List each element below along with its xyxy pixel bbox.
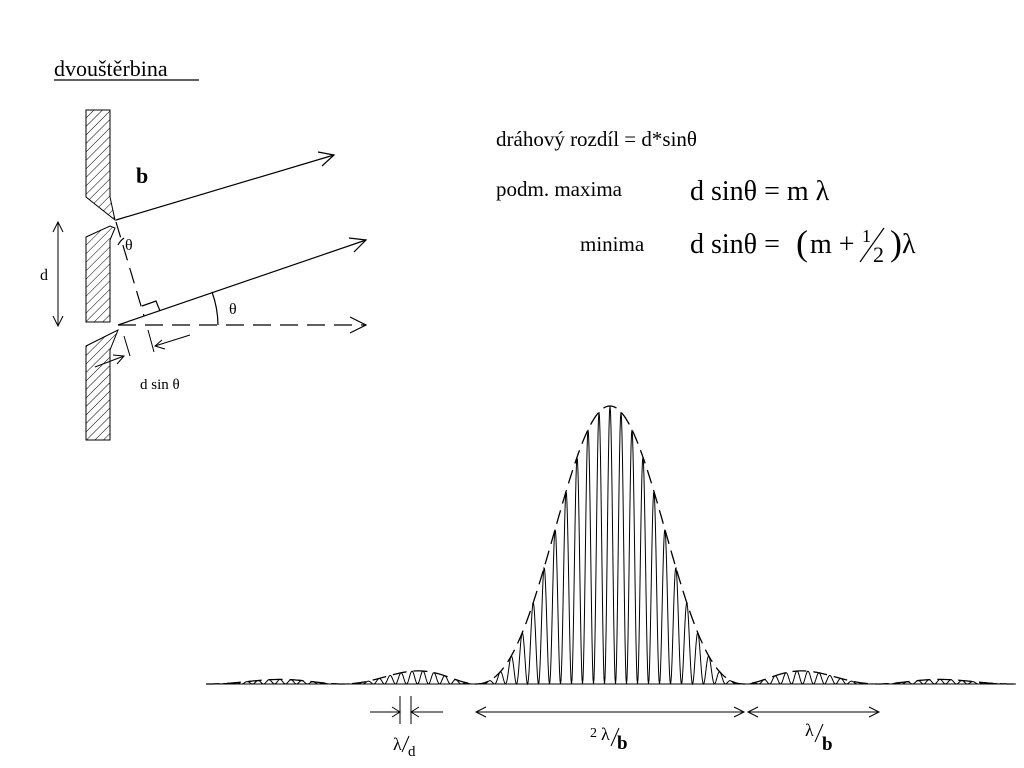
ray-lower	[118, 240, 366, 325]
minima-label: minima	[580, 232, 645, 256]
minima-lambda: λ	[902, 229, 916, 260]
minima-formula	[690, 223, 916, 267]
minima-m-plus: m +	[810, 229, 855, 260]
minima-fraction-denominator: 2	[873, 242, 884, 267]
side-width-sub-b: b	[822, 734, 833, 755]
ray-upper	[116, 155, 334, 220]
dsin-tick-left	[124, 336, 130, 356]
central-width-lambda: λ	[601, 724, 610, 744]
fringe-curve	[206, 406, 1016, 684]
theta-label-top: θ	[125, 237, 133, 254]
central-width-label	[590, 724, 628, 754]
theta-top-arc	[118, 238, 124, 245]
slit-width-label-b: b	[136, 163, 149, 188]
fringe-spacing-lambda: λ	[393, 734, 402, 754]
theta-label-angle: θ	[229, 301, 237, 318]
dsin-tick-right	[148, 330, 154, 352]
side-width-label	[805, 720, 833, 755]
fringe-spacing-label	[393, 734, 416, 760]
screen-block-bottom	[86, 330, 118, 440]
side-width-lambda: λ	[805, 720, 814, 740]
fringe-spacing-sub-d: d	[408, 744, 416, 760]
pattern-dimensions	[370, 696, 879, 724]
interference-pattern	[206, 406, 1016, 684]
page-title: dvouštěrbina	[54, 56, 168, 81]
slit-screen	[86, 110, 118, 440]
dsin-arrow-right	[155, 335, 190, 346]
slit-separation-label-d: d	[40, 267, 48, 284]
screen-block-top	[86, 110, 115, 220]
d-dimension	[53, 222, 63, 326]
theta-arc	[212, 292, 218, 325]
maxima-label: podm. maxima	[496, 177, 622, 201]
path-difference-text: dráhový rozdíl = d*sinθ	[496, 127, 697, 151]
minima-close-paren: )	[890, 223, 902, 263]
path-difference-label: d sin θ	[140, 377, 180, 393]
central-width-two: 2	[590, 726, 597, 741]
screen-block-middle	[86, 226, 115, 322]
minima-fraction-numerator: 1	[862, 226, 871, 246]
right-angle-mark	[142, 301, 160, 311]
central-width-sub-b: b	[617, 733, 628, 754]
minima-formula-lhs: d sinθ =	[690, 229, 780, 260]
rays	[116, 152, 366, 333]
minima-open-paren: (	[796, 223, 808, 263]
maxima-formula: d sinθ = m λ	[690, 176, 830, 207]
